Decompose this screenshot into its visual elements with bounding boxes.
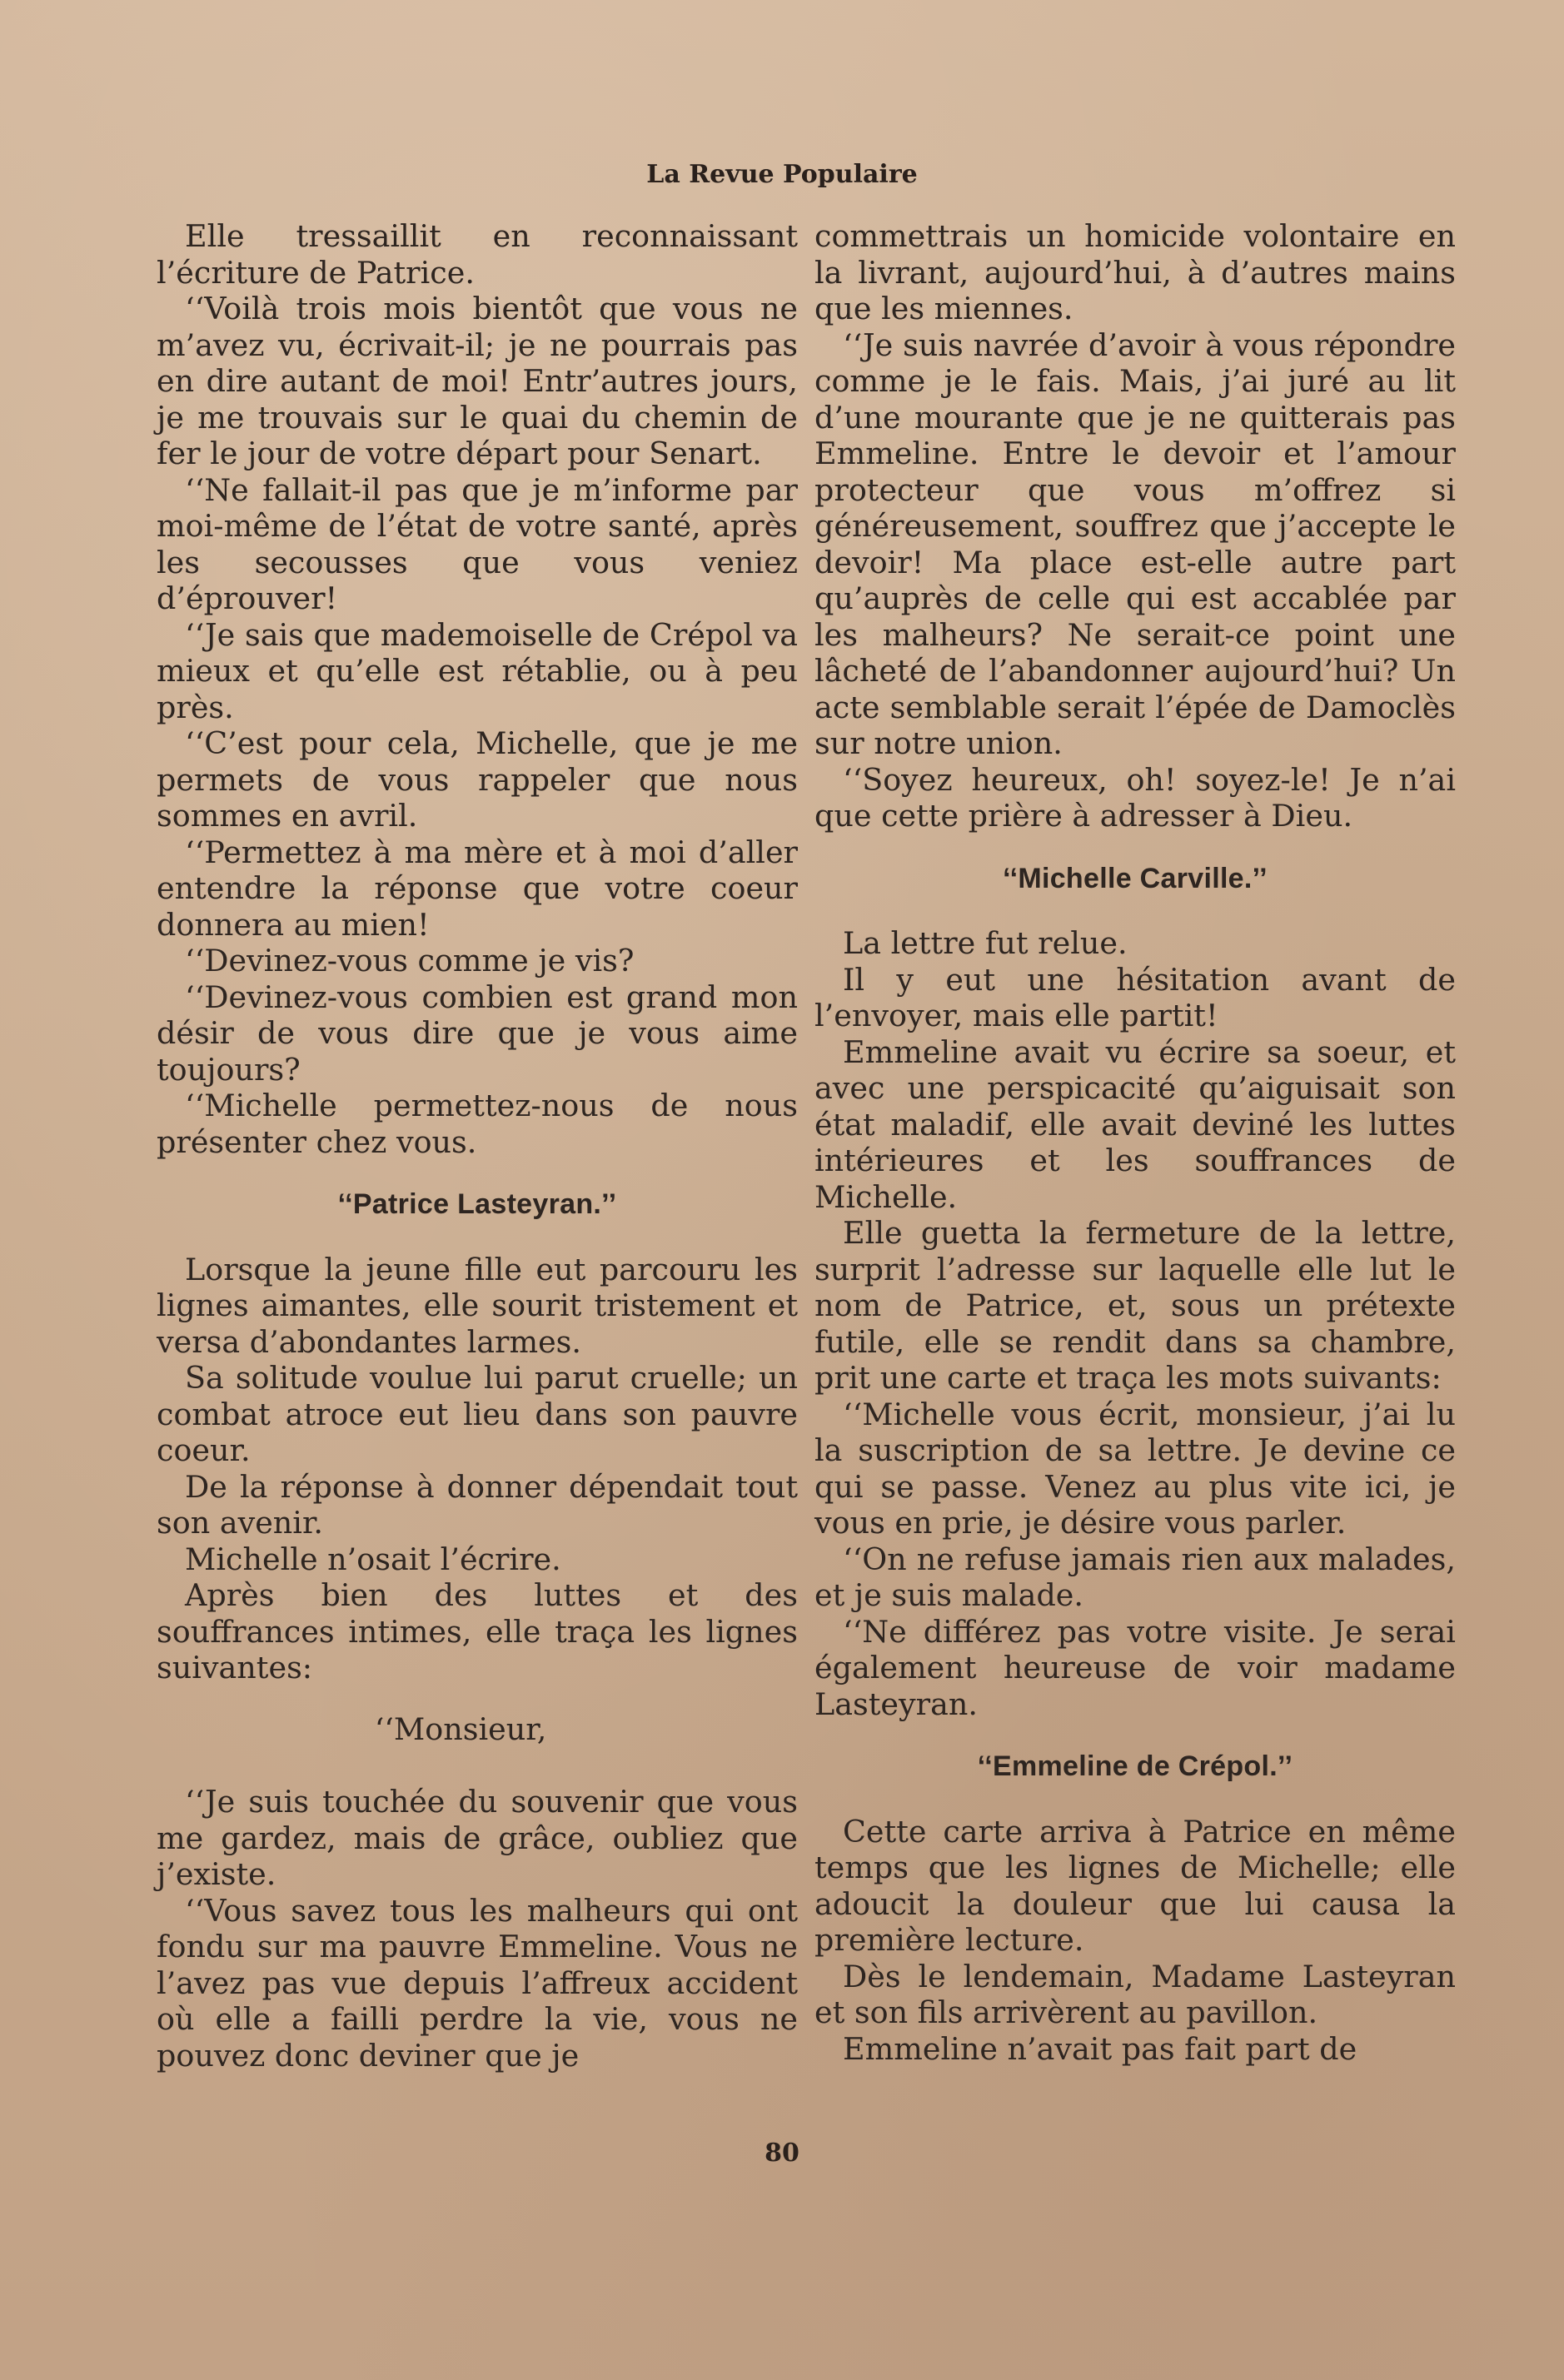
paragraph: Sa solitude voulue lui parut cruelle; un combat atroce eut lieu dans son pauvre coeur. bbox=[157, 1360, 798, 1468]
paragraph: ‘‘Je suis touchée du souvenir que vous me gardez, mais de grâce, oubliez que j’existe. bbox=[157, 1784, 798, 1892]
paragraph: ‘‘Devinez-vous comme je vis? bbox=[185, 943, 635, 978]
card-signature-emmeline: ‘‘Emmeline de Crépol.’’ bbox=[977, 1750, 1293, 1782]
letter-signature-michelle: ‘‘Michelle Carville.’’ bbox=[1003, 862, 1268, 894]
paragraph: ‘‘C’est pour cela, Michelle, que je me permets de vous rappeler que nous sommes en avril. bbox=[157, 725, 798, 834]
paragraph: ‘‘Devinez-vous combien est grand mon désir de vous dire que je vous aime toujours? bbox=[157, 978, 798, 1088]
paragraph: ‘‘Michelle vous écrit, monsieur, j’ai lu la suscription de sa lettre. Je devine ce qui se passe. Venez au plus vite ici, je vous en prie, je désire vous parler. bbox=[814, 1396, 1456, 1541]
paragraph: De la réponse à donner dépendait tout son avenir. bbox=[157, 1468, 798, 1541]
paragraph: Elle tressaillit en reconnaissant l’écriture de Patrice. bbox=[157, 218, 798, 291]
right-column bbox=[814, 218, 1456, 2067]
paragraph: La lettre fut relue. bbox=[843, 925, 1128, 961]
paragraph-continuation: commettrais un homicide volontaire en la livrant, aujourd’hui, à d’autres mains que les miennes. bbox=[814, 218, 1456, 326]
paragraph: ‘‘Ne fallait-il pas que je m’informe par moi-même de l’état de votre santé, après les secousses que vous veniez d’éprouver! bbox=[157, 471, 798, 616]
paragraph: Cette carte arriva à Patrice en même temps que les lignes de Michelle; elle adoucit la douleur que lui causa la première lecture. bbox=[814, 1813, 1456, 1958]
paragraph: Après bien des luttes et des souffrances intimes, elle traça les lignes suivantes: bbox=[157, 1577, 798, 1685]
paragraph: ‘‘Michelle permettez-nous de nous présenter chez vous. bbox=[157, 1088, 798, 1160]
page-number: 80 bbox=[765, 2139, 799, 2168]
letter-salutation: ‘‘Monsieur, bbox=[374, 1710, 547, 1747]
left-column bbox=[157, 218, 798, 2074]
paragraph: ‘‘On ne refuse jamais rien aux malades, et je suis malade. bbox=[814, 1541, 1456, 1613]
paragraph: Il y eut une hésitation avant de l’envoyer, mais elle partit! bbox=[814, 961, 1456, 1033]
paragraph: ‘‘Soyez heureux, oh! soyez-le! Je n’ai que cette prière à adresser à Dieu. bbox=[814, 761, 1456, 834]
paragraph: Dès le lendemain, Madame Lasteyran et son fils arrivèrent au pavillon. bbox=[814, 1958, 1456, 2030]
paragraph: Emmeline n’avait pas fait part de bbox=[843, 2030, 1357, 2067]
paragraph: ‘‘Vous savez tous les malheurs qui ont fondu sur ma pauvre Emmeline. Vous ne l’avez pas vue depuis l’affreux accident où elle a failli perdre la vie, vous ne pouvez donc deviner que je bbox=[157, 1892, 798, 2074]
paragraph: Emmeline avait vu écrire sa soeur, et avec une perspicacité qu’aiguisait son état maladif, elle avait deviné les luttes intérieures et les souffrances de Michelle. bbox=[814, 1033, 1456, 1215]
paragraph: ‘‘Je suis navrée d’avoir à vous répondre comme je le fais. Mais, j’ai juré au lit d’une mourante que je ne quitterais pas Emmeline. Entre le devoir et l’amour protecteur que vous m’offrez si généreusement, souffrez que j’accepte le devoir! Ma place est-elle autre part qu’auprès de celle qui est accablée par les malheurs? Ne serait-ce point une lâcheté de l’abandonner aujourd’hui? Un acte semblable serait l’épée de Damoclès sur notre union. bbox=[814, 326, 1456, 761]
paragraph: ‘‘Je sais que mademoiselle de Crépol va mieux et qu’elle est rétablie, ou à peu près. bbox=[157, 616, 798, 725]
letter-signature-patrice: ‘‘Patrice Lasteyran.’’ bbox=[337, 1188, 617, 1220]
paragraph: Elle guetta la fermeture de la lettre, surprit l’adresse sur laquelle elle lut le nom de Patrice, et, sous un prétexte futile, elle se rendit dans sa chambre, prit une carte et traça les mots suivants: bbox=[814, 1215, 1456, 1396]
paragraph: ‘‘Permettez à ma mère et à moi d’aller entendre la réponse que votre coeur donnera au mien! bbox=[157, 834, 798, 943]
paragraph: ‘‘Voilà trois mois bientôt que vous ne m’avez vu, écrivait-il; je ne pourrais pas en dire autant de moi! Entr’autres jours, je me trouvais sur le quai du chemin de fer le jour de votre départ pour Senart. bbox=[157, 291, 798, 471]
paragraph: Michelle n’osait l’écrire. bbox=[185, 1541, 561, 1577]
paragraph: Lorsque la jeune fille eut parcouru les lignes aimantes, elle sourit tristement et versa d’abondantes larmes. bbox=[157, 1251, 798, 1360]
running-title: La Revue Populaire bbox=[646, 160, 918, 189]
paragraph: ‘‘Ne différez pas votre visite. Je serai également heureuse de voir madame Lasteyran. bbox=[814, 1613, 1456, 1722]
